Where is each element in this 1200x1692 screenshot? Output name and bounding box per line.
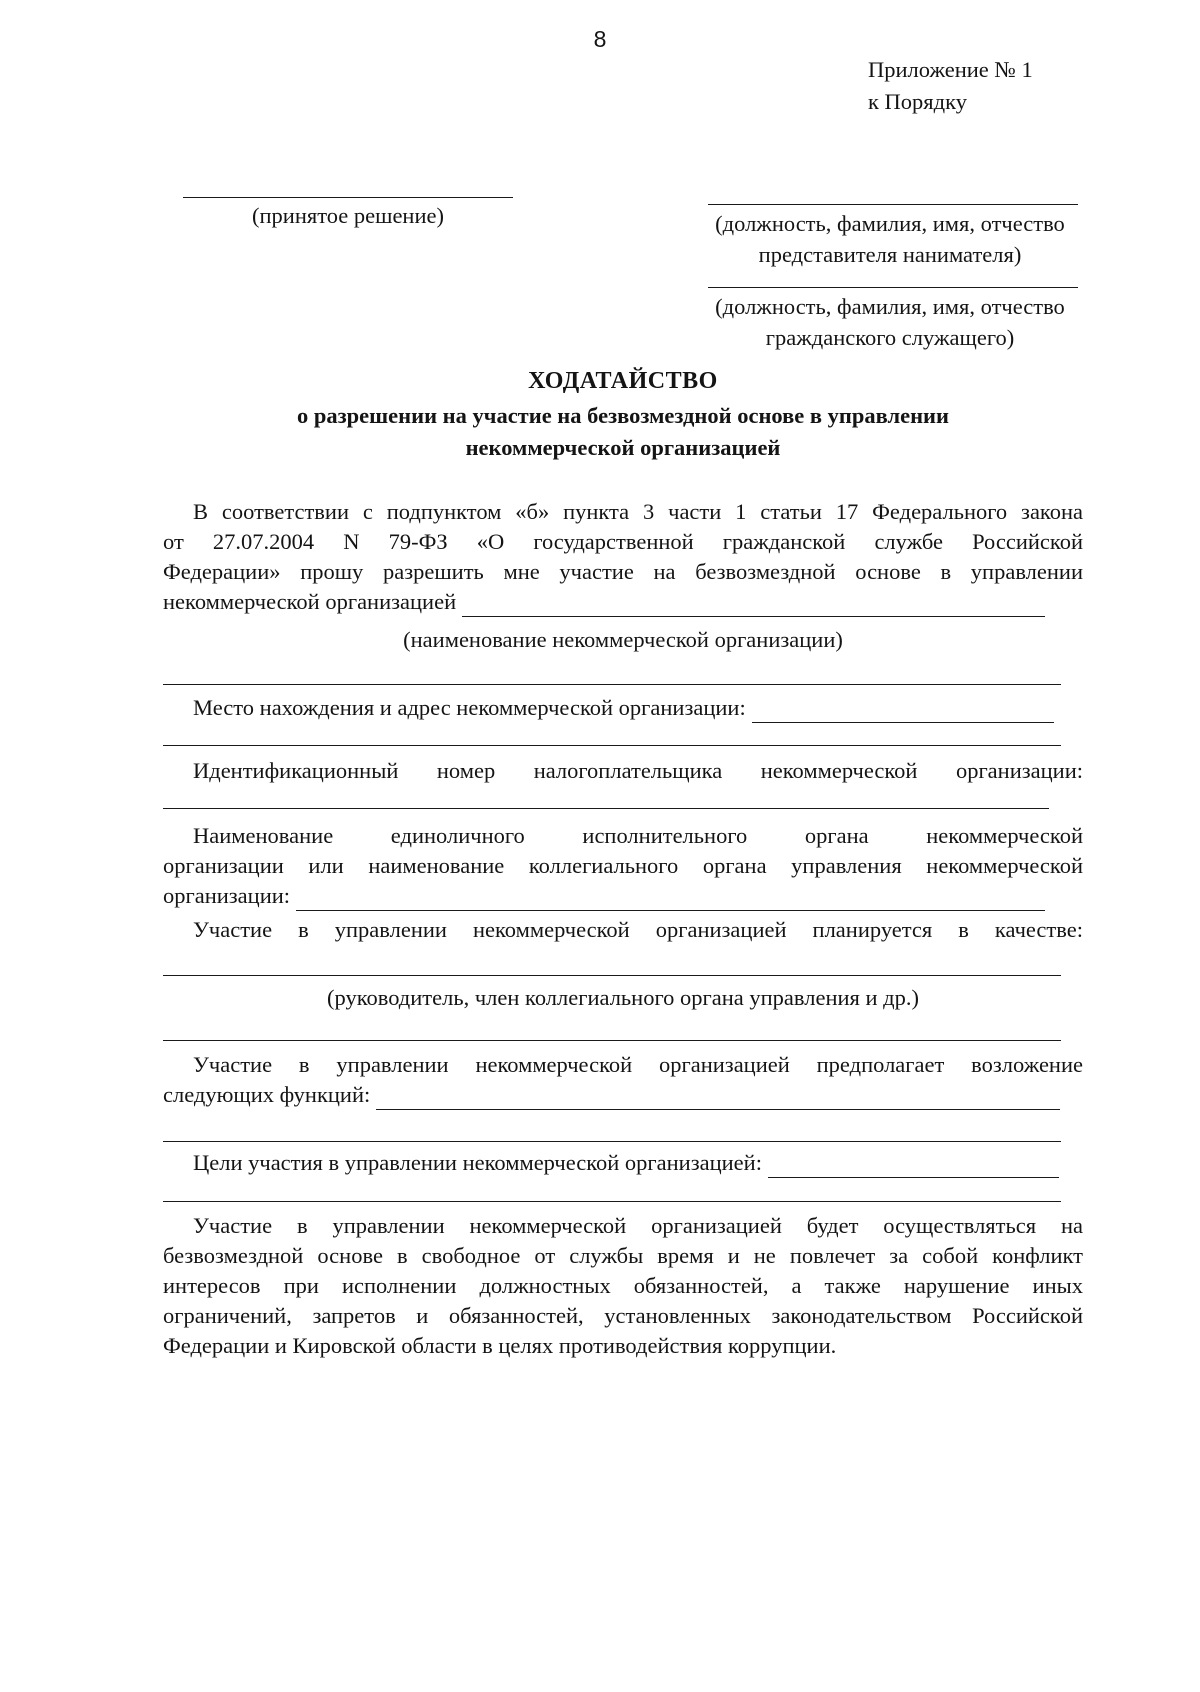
page-number: 8 [593,26,607,52]
tax-id-row [163,756,1083,786]
document-title: ХОДАТАЙСТВО [528,368,718,394]
closing-line-3: интересов при исполнении должностных обязанностей, а также нарушение иных [163,1273,1083,1298]
subtitle-line-2: некоммерческой организацией [465,435,781,460]
appendix-order-reference: к Порядку [868,89,967,114]
role-extra-line[interactable] [163,1040,1061,1041]
closing-line-5: Федерации и Кировской области в целях противодействия коррупции. [163,1333,837,1358]
intro-line-3: Федерации» прошу разрешить мне участие на безвозмездной основе в управлении [163,559,1083,584]
role-caption: (руководитель, член коллегиального органа управления и др.) [327,985,919,1010]
decision-field-line[interactable] [183,197,513,198]
functions-field[interactable] [376,1087,1060,1110]
closing-line-4: ограничений, запретов и обязанностей, установленных законодательством Российской [163,1303,1083,1328]
intro-line-2: от 27.07.2004 N 79-ФЗ «О государственной гражданской службе Российской [163,529,1083,554]
employer-caption-line-2: представителя нанимателя) [758,242,1022,267]
functions-paragraph [163,1050,1083,1110]
participation-role-row [163,915,1083,945]
executive-body-paragraph [163,821,1083,911]
org-name-caption: (наименование некоммерческой организации) [403,627,843,652]
participation-role-field[interactable] [163,975,1061,976]
employer-caption [690,208,1090,270]
org-name-row [163,587,1045,617]
tax-id-field[interactable] [163,808,1049,809]
closing-paragraph [163,1211,1083,1361]
executive-body-field[interactable] [296,888,1045,911]
intro-line-4: некоммерческой организацией [163,589,457,614]
executive-body-line-1: Наименование единоличного исполнительного органа некоммерческой [193,823,1083,848]
goals-extra-line[interactable] [163,1201,1061,1202]
executive-body-line-2: организации или наименование коллегиального органа управления некоммерческой [163,853,1083,878]
address-label: Место нахождения и адрес некоммерческой организации: [193,695,746,720]
functions-extra-line[interactable] [163,1141,1061,1142]
employer-caption-line-1: (должность, фамилия, имя, отчество [715,211,1065,236]
goals-label: Цели участия в управлении некоммерческой организацией: [193,1150,762,1175]
org-name-extra-line[interactable] [163,684,1061,685]
appendix-reference [868,54,1168,118]
intro-paragraph [163,497,1083,617]
servant-caption-line-1: (должность, фамилия, имя, отчество [715,294,1065,319]
goals-field[interactable] [768,1155,1059,1178]
address-extra-line[interactable] [163,745,1061,746]
intro-line-1: В соответствии с подпунктом «б» пункта 3 части 1 статьи 17 Федерального закона [193,499,1083,524]
address-field[interactable] [752,700,1054,723]
functions-line-2: следующих функций: [163,1082,371,1107]
executive-body-line-3: организации: [163,883,291,908]
servant-caption-line-2: гражданского служащего) [765,325,1015,350]
address-row [163,693,1083,723]
subtitle-line-1: о разрешении на участие на безвозмездной основе в управлении [296,403,949,428]
closing-line-1: Участие в управлении некоммерческой организацией будет осуществляться на [193,1213,1083,1238]
document-subtitle [0,400,1200,464]
tax-id-label: Идентификационный номер налогоплательщика некоммерческой организации: [193,758,1083,783]
servant-field-line[interactable] [708,287,1078,288]
employer-field-line[interactable] [708,204,1078,205]
goals-row [163,1148,1083,1178]
appendix-number: Приложение № 1 [868,57,1033,82]
participation-role-label: Участие в управлении некоммерческой организацией планируется в качестве: [193,917,1083,942]
functions-line-1: Участие в управлении некоммерческой организацией предполагает возложение [193,1052,1083,1077]
decision-caption: (принятое решение) [252,203,444,228]
closing-line-2: безвозмездной основе в свободное от службы время и не повлечет за собой конфликт [163,1243,1083,1268]
servant-caption [690,291,1090,353]
org-name-field[interactable] [462,594,1045,617]
